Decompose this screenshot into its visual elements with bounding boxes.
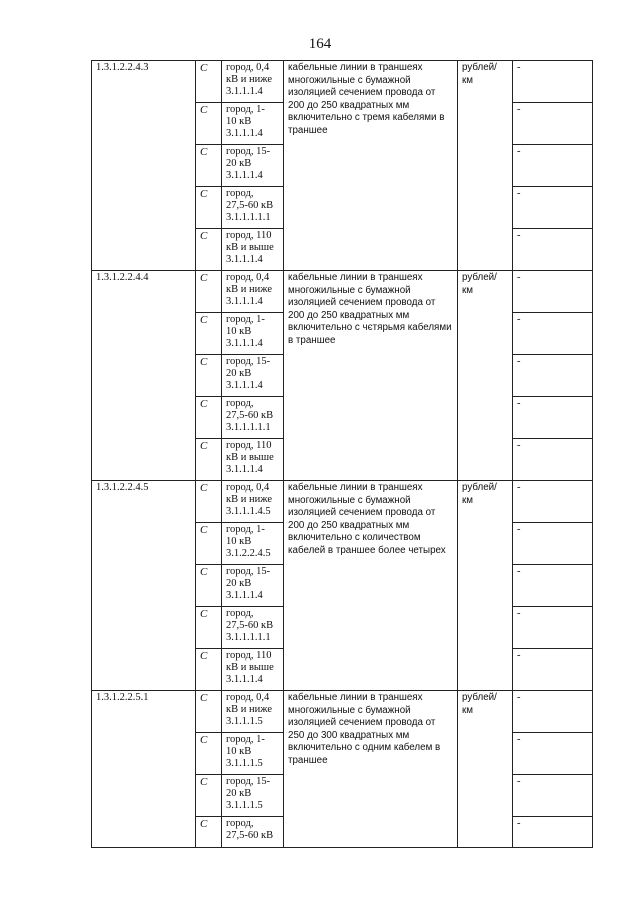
row-value: - xyxy=(513,397,593,439)
row-value: - xyxy=(513,355,593,397)
row-params: город, 110 кВ и выше 3.1.1.1.4 xyxy=(222,439,284,481)
row-value: - xyxy=(513,565,593,607)
row-value: - xyxy=(513,61,593,103)
row-letter: С xyxy=(196,103,222,145)
row-letter: С xyxy=(196,229,222,271)
row-letter: С xyxy=(196,523,222,565)
row-value: - xyxy=(513,145,593,187)
row-code: 1.3.1.2.2.4.3 xyxy=(92,61,196,271)
row-value: - xyxy=(513,187,593,229)
table-row xyxy=(92,691,593,733)
row-letter: С xyxy=(196,733,222,775)
row-params: город, 0,4 кВ и ниже 3.1.1.1.5 xyxy=(222,691,284,733)
row-params: город, 0,4 кВ и ниже 3.1.1.1.4 xyxy=(222,271,284,313)
row-value: - xyxy=(513,607,593,649)
row-params: город, 1- 10 кВ 3.1.1.1.4 xyxy=(222,103,284,145)
row-code: 1.3.1.2.2.5.1 xyxy=(92,691,196,848)
row-params: город, 27,5-60 кВ 3.1.1.1.1.1 xyxy=(222,187,284,229)
row-letter: С xyxy=(196,775,222,817)
page-number: 164 xyxy=(308,36,332,52)
row-letter: С xyxy=(196,61,222,103)
row-value: - xyxy=(513,523,593,565)
row-letter: С xyxy=(196,649,222,691)
row-unit: рублей/ км xyxy=(458,271,513,481)
row-unit: рублей/ км xyxy=(458,481,513,691)
row-value: - xyxy=(513,313,593,355)
row-params: город, 27,5-60 кВ 3.1.1.1.1.1 xyxy=(222,607,284,649)
row-code: 1.3.1.2.2.4.4 xyxy=(92,271,196,481)
row-letter: С xyxy=(196,817,222,848)
row-value: - xyxy=(513,229,593,271)
row-unit: рублей/ км xyxy=(458,691,513,848)
row-value: - xyxy=(513,775,593,817)
row-params: город, 110 кВ и выше 3.1.1.1.4 xyxy=(222,649,284,691)
row-letter: С xyxy=(196,397,222,439)
row-letter: С xyxy=(196,439,222,481)
table-row xyxy=(92,271,593,313)
tariff-table-body xyxy=(92,61,593,848)
row-code: 1.3.1.2.2.4.5 xyxy=(92,481,196,691)
row-letter: С xyxy=(196,145,222,187)
row-params: город, 27,5-60 кВ xyxy=(222,817,284,848)
row-letter: С xyxy=(196,481,222,523)
row-letter: С xyxy=(196,691,222,733)
row-description: кабельные линии в траншеях многожильные с бумажной изоляцией сечением провода от 200 до 250 квадратных мм включительно с тремя кабелями в траншее xyxy=(284,61,458,271)
row-letter: С xyxy=(196,271,222,313)
row-params: город, 1- 10 кВ 3.1.1.1.4 xyxy=(222,313,284,355)
row-letter: С xyxy=(196,607,222,649)
row-params: город, 0,4 кВ и ниже 3.1.1.1.4.5 xyxy=(222,481,284,523)
row-params: город, 15- 20 кВ 3.1.1.1.5 xyxy=(222,775,284,817)
row-params: город, 1- 10 кВ 3.1.2.2.4.5 xyxy=(222,523,284,565)
row-value: - xyxy=(513,103,593,145)
row-letter: С xyxy=(196,187,222,229)
row-params: город, 0,4 кВ и ниже 3.1.1.1.4 xyxy=(222,61,284,103)
row-value: - xyxy=(513,691,593,733)
row-params: город, 15- 20 кВ 3.1.1.1.4 xyxy=(222,355,284,397)
table-row xyxy=(92,481,593,523)
row-value: - xyxy=(513,481,593,523)
table-row xyxy=(92,61,593,103)
row-params: город, 15- 20 кВ 3.1.1.1.4 xyxy=(222,145,284,187)
row-params: город, 110 кВ и выше 3.1.1.1.4 xyxy=(222,229,284,271)
row-params: город, 1- 10 кВ 3.1.1.1.5 xyxy=(222,733,284,775)
row-description: кабельные линии в траншеях многожильные с бумажной изоляцией сечением провода от 200 до 250 квадратных мм включительно с чєтярьмя кабелями в траншее xyxy=(284,271,458,481)
row-value: - xyxy=(513,733,593,775)
row-params: город, 27,5-60 кВ 3.1.1.1.1.1 xyxy=(222,397,284,439)
row-letter: С xyxy=(196,565,222,607)
row-description: кабельные линии в траншеях многожильные с бумажной изоляцией сечением провода от 200 до 250 квадратных мм включительно с количеством кабелей в траншее более четырех xyxy=(284,481,458,691)
row-unit: рублей/ км xyxy=(458,61,513,271)
row-letter: С xyxy=(196,313,222,355)
row-value: - xyxy=(513,439,593,481)
row-description: кабельные линии в траншеях многожильные с бумажной изоляцией сечением провода от 250 до 300 квадратных мм включительно с одним кабелем в траншее xyxy=(284,691,458,848)
row-value: - xyxy=(513,649,593,691)
row-value: - xyxy=(513,271,593,313)
row-letter: С xyxy=(196,355,222,397)
row-params: город, 15- 20 кВ 3.1.1.1.4 xyxy=(222,565,284,607)
tariff-table xyxy=(91,60,593,848)
row-value: - xyxy=(513,817,593,848)
